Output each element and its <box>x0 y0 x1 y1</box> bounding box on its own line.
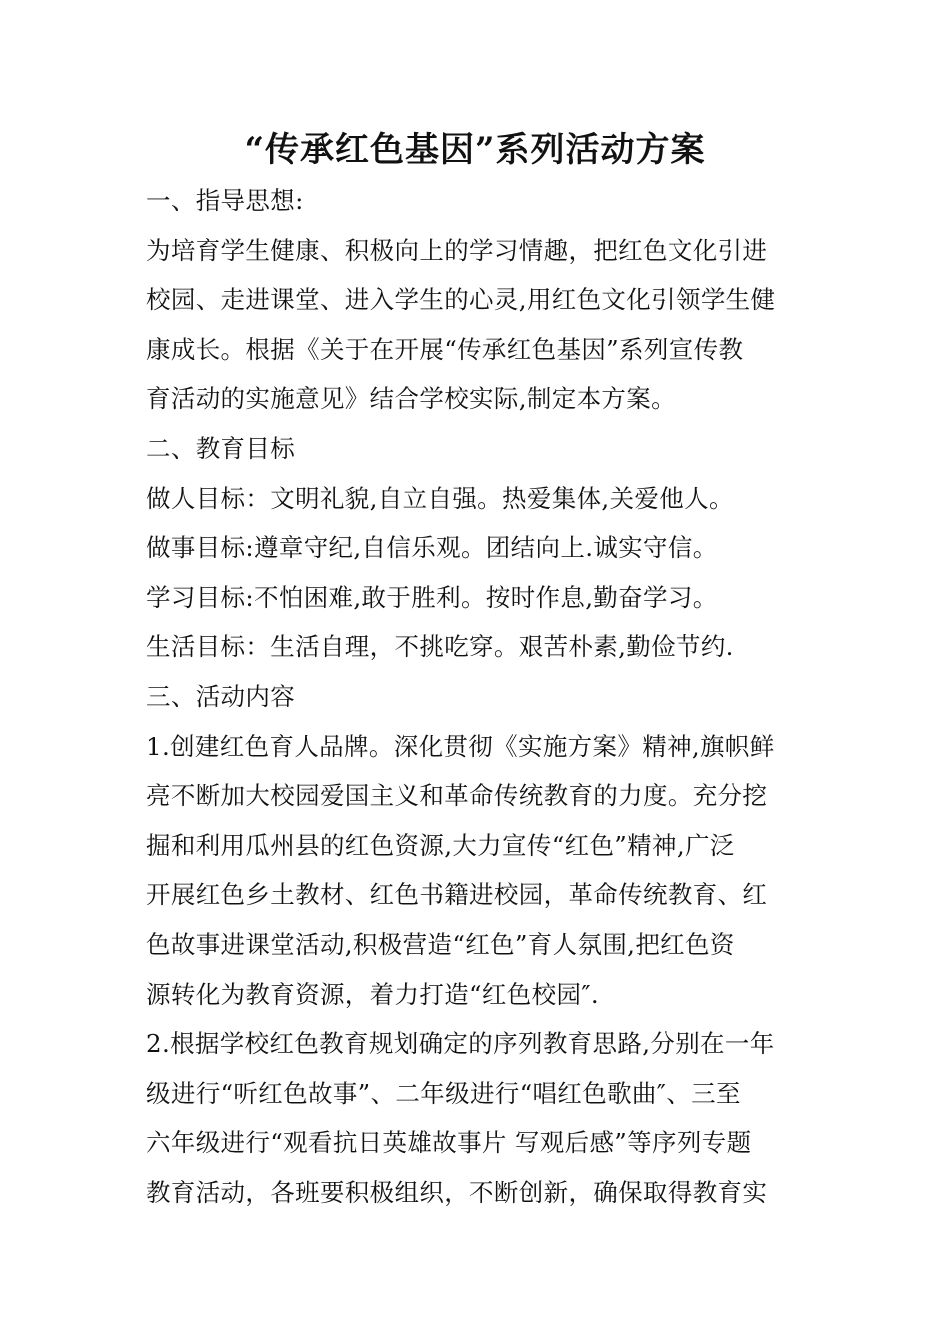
goal-line-study: 学习目标:不怕困难,敢于胜利。按时作息,勤奋学习。 <box>146 582 718 612</box>
paragraph-line: 六年级进行“观看抗日英雄故事片 写观后感”等序列专题 <box>146 1128 752 1158</box>
paragraph-line: 康成长。根据《关于在开展“传承红色基因”系列宣传教 <box>146 334 744 364</box>
paragraph-line: 1.创建红色育人品牌。深化贯彻《实施方案》精神,旗帜鲜 <box>146 731 775 761</box>
paragraph-line: 色故事进课堂活动,积极营造“红色”育人氛围,把红色资 <box>146 929 735 959</box>
paragraph-line: 开展红色乡土教材、红色书籍进校园，革命传统教育、红 <box>146 880 768 910</box>
section-heading-activity-content: 三、活动内容 <box>146 681 296 711</box>
paragraph-line: 校园、走进课堂、进入学生的心灵,用红色文化引领学生健 <box>146 285 776 315</box>
paragraph-line: 级进行“听红色故事”、二年级进行“唱红色歌曲″、三至 <box>146 1078 741 1108</box>
document-title: “传承红色基因”系列活动方案 <box>244 130 706 170</box>
paragraph-line: 教育活动，各班要积极组织，不断创新，确保取得教育实 <box>146 1177 768 1207</box>
paragraph-line: 掘和利用瓜州县的红色资源,大力宣传“红色”精神,广泛 <box>146 830 735 860</box>
paragraph-line: 2.根据学校红色教育规划确定的序列教育思路,分别在一年 <box>146 1029 775 1059</box>
document-body <box>146 176 810 1217</box>
paragraph-line: 育活动的实施意见》结合学校实际,制定本方案。 <box>146 384 676 414</box>
paragraph-line: 源转化为教育资源，着力打造“红色校园″. <box>146 979 599 1009</box>
goal-line-work: 做事目标:遵章守纪,自信乐观。团结向上.诚实守信。 <box>146 533 718 563</box>
section-heading-education-goals: 二、教育目标 <box>146 433 296 463</box>
goal-line-life: 生活目标：生活自理，不挑吃穿。艰苦朴素,勤俭节约. <box>146 632 734 662</box>
paragraph-line: 为培育学生健康、积极向上的学习情趣，把红色文化引进 <box>146 235 768 265</box>
section-heading-guiding-ideology: 一、指导思想: <box>146 186 304 215</box>
paragraph-line: 亮不断加大校园爱国主义和革命传统教育的力度。充分挖 <box>146 781 768 811</box>
goal-line-conduct: 做人目标：文明礼貌,自立自强。热爱集体,关爱他人。 <box>146 483 734 513</box>
